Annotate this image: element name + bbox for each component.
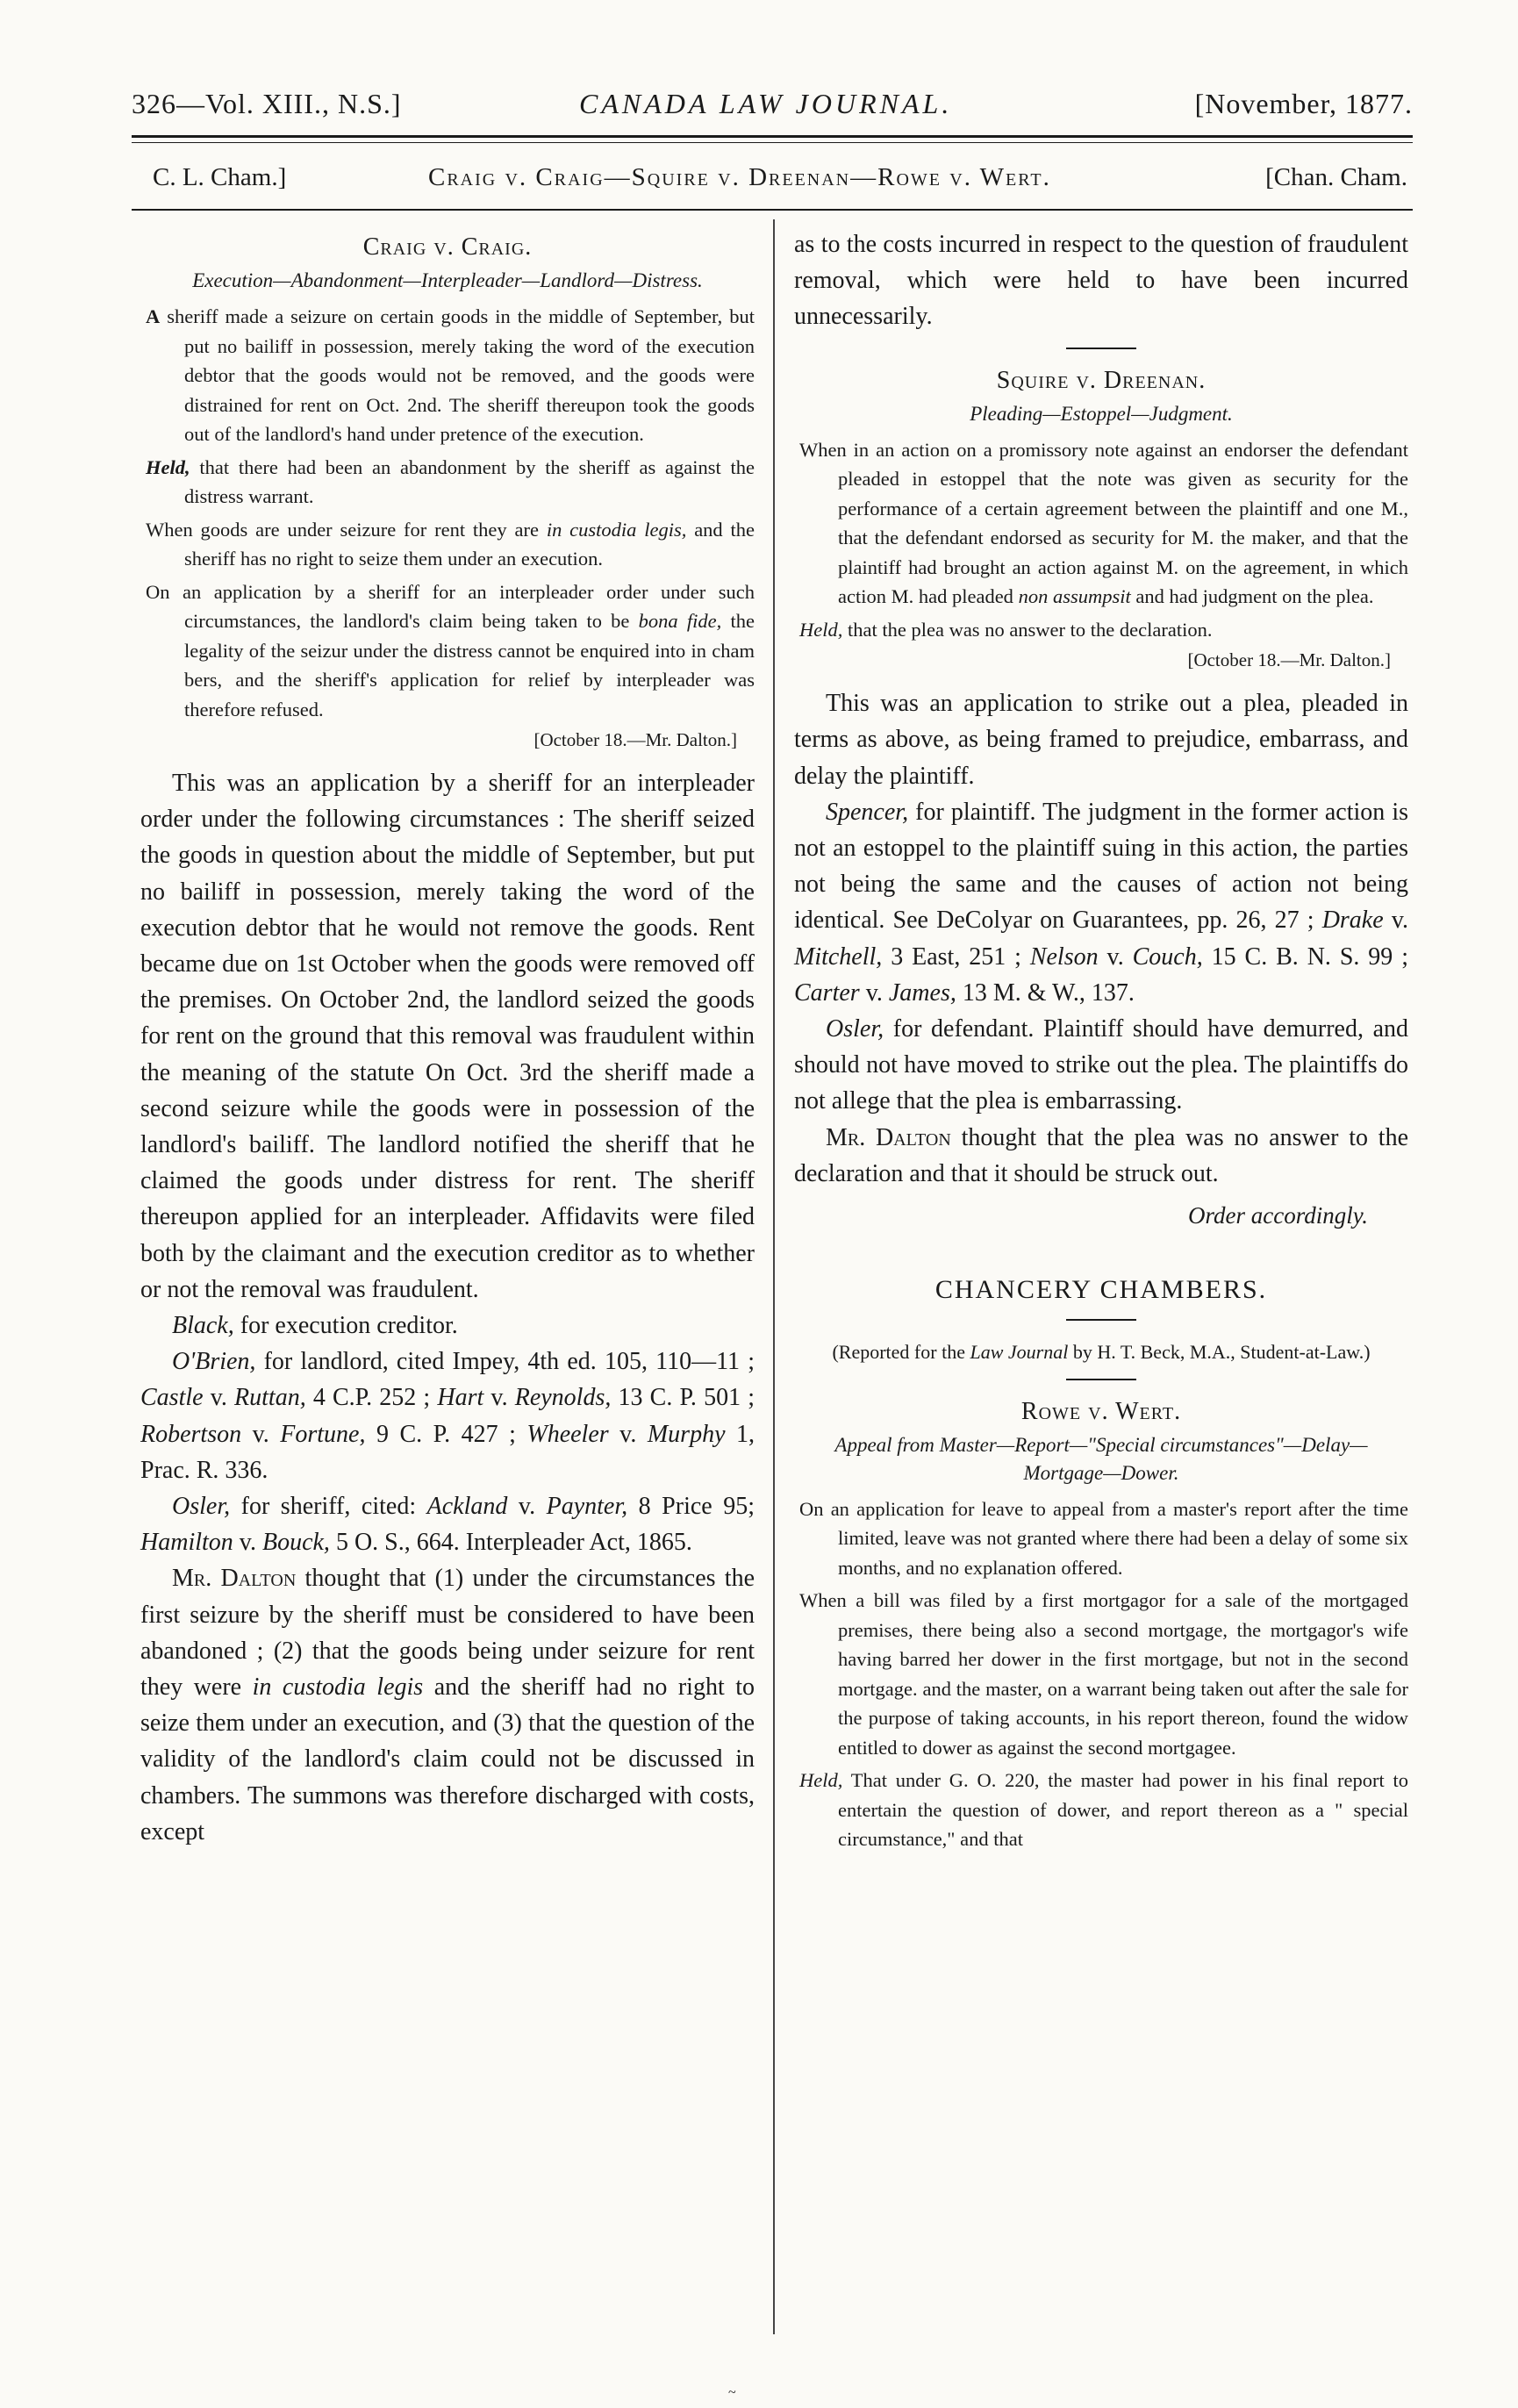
headnote: Held, that there had been an abandonment by the sheriff as against the distress warrant.	[146, 455, 755, 507]
headnote: When in an action on a promissory note against an endorser the defendant pleaded in estoppel that the note was given as security for the performance of a certain agreement between the plaintiff and one M., that the defendant endorsed as security for M. the maker, and that the plaintiff had brought an action against M. on the agreement, in which action M. had pleaded non assumpsit and had judgment on the plea.	[799, 438, 1408, 608]
decision-date-squire: [October 18.—Mr. Dalton.]	[1187, 649, 1391, 671]
folio-mark: ~	[728, 2385, 736, 2400]
case-separator	[1066, 348, 1136, 349]
decision-date-craig: [October 18.—Mr. Dalton.]	[533, 729, 737, 750]
court-right: [Chan. Cham.	[1265, 163, 1407, 191]
body-paragraph: This was an application by a sheriff for an interpleader order under the following circumstances : The sheriff seized the goods in question about the middle of September, but put no bailiff in possession, merely taking the word of the execution debtor that he would not remove the goods. Rent became due on 1st October when the goods were removed off the premises. On October 2nd, the landlord seized the goods for rent on the ground that this removal was fraudulent within the meaning of the statute On Oct. 3rd the sheriff made a second seizure while the goods were in possession of the landlord's bailiff. The landlord notified the sheriff that he claimed the goods under distress for rent. The sheriff thereupon applied for an interpleader. Affidavits were filed both by the claimant and the execution creditor as to whether or not the removal was fraudulent.	[140, 770, 755, 1303]
case-title-squire: Squire v. Dreenan.	[996, 366, 1207, 394]
reporter-note: (Reported for the Law Journal by H. T. Beck, M.A., Student-at-Law.)	[832, 1340, 1371, 1363]
case-running-head	[132, 160, 1413, 198]
catchwords-squire: Pleading—Estoppel—Judgment.	[970, 402, 1233, 425]
headnote: A sheriff made a seizure on certain goods in the middle of September, but put no bailiff in possession, merely taking the word of the execution debtor that the goods would not be removed, and the goods were distrained for rent on Oct. 2nd. The sheriff thereupon took the goods out of the landlord's hand under pretence of the execution.	[146, 305, 755, 445]
section-heading: CHANCERY CHAMBERS.	[934, 1274, 1268, 1304]
judgment-paragraph: Mr. Dalton thought that the plea was no answer to the declaration and that it should be struck out.	[794, 1123, 1409, 1187]
order-line: Order accordingly.	[1188, 1201, 1368, 1229]
headnote: On an application by a sheriff for an interpleader order under such circumstances, the landlord's claim being taken to be bona fide, the legality of the seizur under the distress cannot be enquired into in cham bers, and the sheriff's application for relief by interpleader was therefore refused.	[146, 580, 755, 720]
column-divider	[773, 219, 775, 2334]
judgment-paragraph: Mr. Dalton thought that (1) under the circumstances the first seizure by the sheriff must be considered to have been abandoned ; (2) that the goods being under seizure for rent they were in custodia legis and the sheriff had no right to seize them under an execution, and (3) that the question of the validity of the landlord's claim could not be discussed in chambers. The summons was therefore discharged with costs, except	[140, 1565, 755, 1845]
headnote: Held, That under G. O. 220, the master had power in his final report to entertain the question of dower, and report thereon as a " special circumstance," and that	[799, 1769, 1408, 1851]
running-header	[132, 84, 1413, 128]
counsel-paragraph: O'Brien, for landlord, cited Impey, 4th ed. 105, 110—11 ; Castle v. Ruttan, 4 C.P. 252 ; Hart v. Reynolds, 13 C. P. 501 ; Robertson v. Fortune, 9 C. P. 427 ; Wheeler v. Murphy 1, Prac. R. 336.	[140, 1348, 755, 1484]
continued-paragraph: as to the costs incurred in respect to the question of fraudulent removal, which were held to have been incurred unnecessarily.	[794, 231, 1408, 331]
headnote: On an application for leave to appeal from a master's report after the time limited, leave was not granted where there had been a delay of some six months, and no explanation offered.	[799, 1497, 1408, 1579]
case-title-rowe: Rowe v. Wert.	[1020, 1397, 1182, 1425]
headnote: When a bill was filed by a first mortgagor for a sale of the mortgaged premises, there being also a second mortgage, the mortgagor's wife having barred her dower in the first mortgage, but not in the second mortgage. and the master, on a warrant being taken out after the sale for the purpose of taking accounts, in his report thereon, found the widow entitled to dower as against the second mortgagee.	[799, 1589, 1408, 1759]
header-rule-thin	[132, 142, 1413, 143]
case-names: Craig v. Craig—Squire v. Dreenan—Rowe v. Wert.	[428, 163, 1051, 191]
headnote: Held, that the plea was no answer to the declaration.	[799, 618, 1213, 641]
counsel-paragraph: Osler, for sheriff, cited: Ackland v. Paynter, 8 Price 95; Hamilton v. Bouck, 5 O. S., 664. Interpleader Act, 1865.	[140, 1493, 755, 1557]
right-column	[794, 226, 1408, 1858]
catchwords-craig: Execution—Abandonment—Interpleader—Landlord—Distress.	[192, 269, 703, 291]
case-separator	[1066, 1379, 1136, 1380]
issue-date: [November, 1877.	[1194, 88, 1413, 119]
left-column	[140, 226, 755, 1850]
body-paragraph: This was an application to strike out a plea, pleaded in terms as above, as being framed to prejudice, embarrass, and delay the plaintiff.	[794, 690, 1408, 790]
page-volume: 326—Vol. XIII., N.S.]	[132, 88, 402, 119]
counsel-paragraph: Osler, for defendant. Plaintiff should have demurred, and should not have moved to strike out the plea. The plaintiffs do not allege that the plea is embarrassing.	[794, 1014, 1408, 1115]
case-title-craig: Craig v. Craig.	[362, 233, 533, 261]
headnote: When goods are under seizure for rent they are in custodia legis, and the sheriff has no right to seize them under an execution.	[146, 518, 755, 570]
journal-title: CANADA LAW JOURNAL.	[579, 88, 953, 119]
court-left: C. L. Cham.]	[153, 163, 287, 191]
header-rule-thick	[132, 135, 1413, 138]
section-separator	[1066, 1319, 1136, 1321]
subheader-rule	[132, 209, 1413, 211]
catchwords-rowe: Appeal from Master—Report—"Special circumstances"—Delay—Mortgage—Dower.	[834, 1433, 1368, 1484]
counsel-paragraph: Spencer, for plaintiff. The judgment in the former action is not an estoppel to the plaintiff suing in this action, the parties not being the same and the causes of action not being identical. See DeColyar on Guarantees, pp. 26, 27 ; Drake v. Mitchell, 3 East, 251 ; Nelson v. Couch, 15 C. B. N. S. 99 ; Carter v. James, 13 M. & W., 137.	[794, 798, 1408, 1007]
counsel-paragraph: Black, for execution creditor.	[172, 1312, 458, 1340]
